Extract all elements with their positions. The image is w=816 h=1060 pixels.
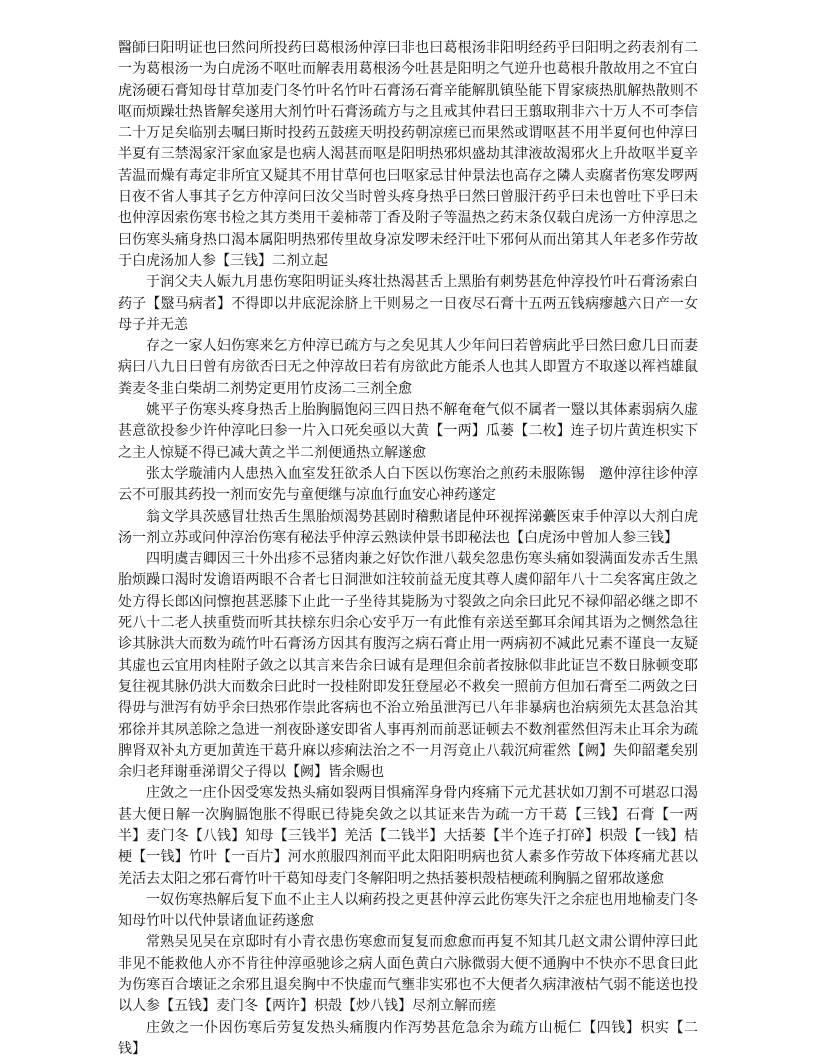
paragraph-7: 四明虞吉卿因三十外出疹不忌猪肉兼之好饮作泄八载矣忽患伤寒头痛如裂满面发赤舌生黑胎烦躁口渴时发谵语两眼不合者七日洞泄如注较前益无度其尊人虞仰韶年八十二矣客寓庄敛之处方得长郎凶问懔抱甚恶膝下止此一子坐待其毙肠为寸裂敛之向余曰此兄不禄仰韶必继之即不死八十二老人挟重赀而听其扶榇东归余心安乎万一有此惟有亲送至鄞耳余闻其语为之恻然急往诊其脉洪大而数为疏竹叶石膏汤方因其有腹泻之病石膏止用一两病初不减此兄素不谨良一友疑其虚也云宜用肉桂附子敛之以其言来告余曰诚有是理但余前者按脉似非此证岂不数日脉顿变耶复往视其脉仍洪大而数余曰此时一投桂附即发狂登屋必不救矣一照前方但加石膏至二两敛之曰得毋与泄泻有妨乎余曰热邪作崇此客病也不治立殆虽泄泻已八年非暴病也治病须先太甚急治其邪徐并其夙恙除之急进一剂夜卧遂安即省人事再剂而前恶证顿去不数剂霍然但泻未止耳余为疏脾肾双补丸方更加黄连干葛升麻以疹痢法治之不一月泻竟止八载沉疴霍然【阙】失仰韶耄矣别余归老拜谢垂涕谓父子得以【阙】皆余赐也 <box>118 551 698 781</box>
paragraph-11: 庄敛之一仆因伤寒后劳复发热头痛腹内作泻势甚危急余为疏方山栀仁【四钱】枳实【二钱】 <box>118 1019 698 1057</box>
paragraph-6: 翁文学具茨感冒壮热舌生黑胎烦渴势甚剧时稽勲诸昆仲环视挥涕虆医束手仲淳以大剂白虎汤一剂立苏或问仲淳治伤寒有秘法乎仲淳云熟读仲景书即秘法也【白虎汤中曾加人参三钱】 <box>118 508 698 546</box>
paragraph-10: 常熟吴见吴在京邸时有小青衣患伤寒愈而复复而愈愈而再复不知其几赵文肃公谓仲淳曰此非见不能救他人亦不肯往仲淳亟驰诊之病人面色黄白六脉微弱大便不通胸中不快亦不思食曰此为伤寒百合壊证之余邪且退矣胸中不快虚而气壅非实邪也不大便者久病津液枯气弱不能送也投以人参【五钱】麦门冬【两许】枳殻【炒八钱】尽剂立解而瘥 <box>118 934 698 1015</box>
document-page <box>118 38 698 1060</box>
paragraph-3: 存之一家人妇伤寒来乞方仲淳已疏方与之矣见其人少年问曰若曾病此乎曰然曰愈几日而妻病曰八九日曰曾有房欲否曰无之仲淳故曰若有房欲此方能杀人也其人即置方不取遂以裈裆雄鼠粪麦冬韭白柴胡二剂势定更用竹皮汤二三剂全愈 <box>118 338 698 397</box>
paragraph-9: 一奴伤寒热解后复下血不止主人以痢药投之更甚仲淳云此伤寒失汗之余症也用地榆麦门冬知母竹叶以代仲景诸血证药遂愈 <box>118 891 698 930</box>
paragraph-8: 庄敛之一庄仆因受寒发热头痛如裂两目惧痛浑身骨内疼痛下元尤甚状如刀割不可堪忍口渴甚大便日解一次胸膈饱胀不得眠已待毙矣敛之以其证来告为疏一方干葛【三钱】石膏【一两半】麦门冬【八钱】知母【三钱半】羌活【二钱半】大括蒌【半个连子打碎】枳殻【一钱】桔梗【一钱】竹叶【一百片】河水煎服四剂而平此太阳阳明病也贫人素多作劳故下体疼痛尤甚以羌活去太阳之邪石膏竹叶干葛知母麦门冬解阳明之热括蒌枳殻桔梗疏利胸膈之留邪故遂愈 <box>118 785 698 887</box>
paragraph-4: 姚平子伤寒头疼身热舌上胎胸膈饱闷三四日热不解奄奄气似不属者一毉以其体素弱病久虚甚意欲投参少许仲淳叱曰参一片入口死矣亟以大黄【一两】瓜蒌【二枚】连子切片黄连枳实下之主人惊疑不得已减大黄之半二剂便通热立解遂愈 <box>118 402 698 461</box>
paragraph-2: 于润父夫人娠九月患伤寒阳明证头疼壮热渴甚舌上黑胎有刺势甚危仲淳投竹叶石膏汤索白药子【毉马病者】不得即以井底泥涂脐上干则易之一日夜尽石膏十五两五钱病瘳越六日产一女母子并无恙 <box>118 274 698 333</box>
paragraph-1: 醫師曰阳明证也曰然问所投药曰葛根汤仲淳曰非也曰葛根汤非阳明经药乎曰阳明之药表剂有二一为葛根汤一为白虎汤不呕吐而解表用葛根汤今吐甚是阳明之气逆升也葛根升散故用之不宜白虎汤硬石膏知母甘草加麦门冬竹叶名竹叶石膏汤石膏辛能解肌镇坠能下胃家痰热肌解热散则不呕而烦躁壮热皆解矣遂用大剂竹叶石膏汤疏方与之且戒其仲君曰王翦取荆非六十万人不可李信二十万足矣临别去嘱曰斯时投药五鼓瘥天明投药朝凉瘥已而果然或谓呕甚不用半夏何也仲淳曰半夏有三禁渴家汗家血家是也病人渴甚而呕是阳明热邪炽盛劫其津液故渴邪火上升故呕半夏辛苦温而燥有毒定非所宜又疑其不用甘草何也曰呕家忌甘仲景法也高存之隣人卖腐者伤寒发啰两日夜不省人事其子乞方仲淳问曰汝父当时曾头疼身热乎曰然曰曾服汗药乎曰未也曾吐下乎曰未也仲淳因索伤寒书检之其方类用干姜柿蒂丁香及附子等温热之药末条仅载白虎汤一方仲淳思之曰伤寒头痛身热口渴本属阳明热邪传里故身凉发啰未经汗吐下邪何从而出第其人年老多作劳故于白虎汤加人参【三钱】二剂立起 <box>118 40 698 269</box>
paragraph-5: 张太学璇浦内人患热入血室发狂欲杀人白下医以伤寒治之煎药未服陈锡 邀仲淳往诊仲淳云不可服其药投一剂而安先与童便继与凉血行血安心神药遂定 <box>118 465 698 504</box>
